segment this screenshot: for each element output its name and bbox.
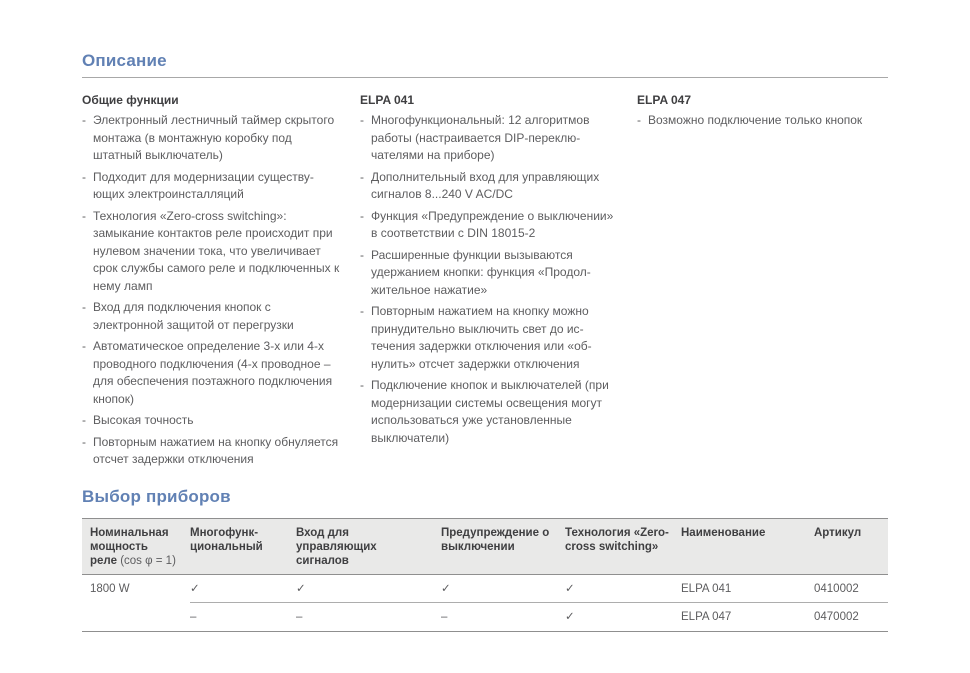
list-item-text: Подходит для модернизации существующих электроинсталляций (93, 169, 314, 201)
bullet-dash: - (360, 378, 364, 392)
list-item-text: Подключение кнопок и выключателей (при модернизации системы освещения могут использоваться уже установленные выключатели) (371, 378, 609, 445)
list-item-text: Многофункциональный: 12 алгоритмов работы (настраивается DIP-переключателями на приборе) (371, 113, 590, 162)
bullet-list (360, 112, 617, 447)
column-header-multifunctional: Многофункциональный (190, 527, 263, 553)
column-header-zero-cross: Технология «Zero-cross switching» (565, 527, 669, 553)
column-elpa-041 (360, 92, 617, 473)
bullet-dash: - (82, 208, 86, 223)
list-item (360, 247, 617, 300)
bullet-dash: - (360, 208, 364, 223)
column-header-name: Наименование (681, 527, 766, 539)
bullet-dash: - (82, 113, 86, 127)
list-item (637, 112, 888, 130)
column-header-control-input: Вход для управляющих сигналов (296, 527, 377, 567)
table-row (82, 575, 888, 603)
cell-zero-cross checkmark-icon: ✓ (565, 583, 575, 595)
column-header-rated-power (82, 526, 190, 568)
cell-product-name: ELPA 041 (681, 583, 732, 595)
list-item (82, 169, 340, 204)
bullet-dash: - (82, 413, 86, 427)
list-item (360, 169, 617, 204)
column-general-functions (82, 92, 340, 473)
column-heading: ELPA 041 (360, 93, 415, 107)
cell-product-name: ELPA 047 (681, 611, 732, 623)
list-item (82, 299, 340, 334)
cell-multifunctional checkmark-icon: ✓ (190, 583, 200, 595)
cell-control-input: – (296, 611, 303, 623)
column-header-title: Номинальная мощность реле (90, 527, 169, 567)
table-row (82, 603, 888, 631)
bullet-dash: - (360, 113, 364, 127)
column-heading: Общие функции (82, 93, 179, 107)
cell-article-number: 0470002 (814, 611, 859, 623)
bullet-dash: - (82, 434, 86, 449)
list-item-text: Вход для подключения кнопок с электронной защитой от перегрузки (93, 300, 294, 332)
selection-section-title: Выбор приборов (82, 487, 231, 506)
bullet-dash: - (360, 304, 364, 318)
cell-rated-power (82, 610, 190, 631)
column-elpa-047 (637, 92, 888, 473)
bullet-dash: - (360, 169, 364, 184)
list-item-text: Электронный лестничный таймер скрытого монтажа (в монтажную коробку под штатный выключатель) (93, 113, 335, 162)
list-item (360, 208, 617, 243)
cell-rated-power: 1800 W (90, 583, 130, 595)
column-header-switchoff-warning: Предупреждение о выключении (441, 527, 550, 553)
description-section-title: Описание (82, 51, 167, 70)
table-header-row (82, 518, 888, 575)
list-item-text: Высокая точность (93, 413, 194, 427)
cell-multifunctional: – (190, 611, 197, 623)
selection-table (82, 518, 888, 632)
list-item-text: Возможно подключение только кнопок (648, 113, 863, 127)
column-heading: ELPA 047 (637, 93, 692, 107)
bullet-dash: - (82, 300, 86, 314)
list-item (82, 338, 340, 408)
list-item (82, 208, 340, 296)
list-item (360, 112, 617, 165)
column-header-subtitle: (cos φ = 1) (120, 555, 176, 567)
bullet-list (637, 112, 888, 130)
title-divider (82, 77, 888, 78)
bullet-dash: - (82, 169, 86, 184)
list-item-text: Автоматическое определение 3-х или 4-х проводного подключения (4-х проводное – для обеспечения поэтажного подключения кнопок) (93, 339, 333, 406)
bullet-dash: - (360, 247, 364, 262)
list-item-text: Функция «Предупреждение о выключении» в соответствии с DIN 18015-2 (371, 208, 614, 240)
bullet-list (82, 112, 340, 469)
bullet-dash: - (82, 339, 86, 353)
cell-switchoff-warning checkmark-icon: ✓ (441, 583, 451, 595)
list-item (82, 112, 340, 165)
list-item (82, 412, 340, 430)
list-item-text: Повторным нажатием на кнопку обнуляется отсчет задержки отключения (93, 434, 339, 466)
cell-zero-cross checkmark-icon: ✓ (565, 611, 575, 623)
cell-switchoff-warning: – (441, 611, 448, 623)
list-item (82, 434, 340, 469)
list-item-text: Повторным нажатием на кнопку можно принудительно выключить свет до истечения задержки отключения или «обнулить» отсчет задержки отключения (371, 304, 592, 371)
list-item (360, 377, 617, 447)
description-columns (82, 92, 888, 473)
list-item-text: Технология «Zero-cross switching»: замыкание контактов реле происходит при нулевом значении тока, что увеличивает срок службы самого реле и подключенных к нему ламп (93, 208, 340, 293)
list-item-text: Дополнительный вход для управляющих сигналов 8...240 V AC/DC (371, 169, 600, 201)
column-header-article: Артикул (814, 527, 862, 539)
list-item-text: Расширенные функции вызываются удержанием кнопки: функция «Продолжительное нажатие» (371, 247, 591, 297)
selection-section (82, 486, 888, 632)
bullet-dash: - (637, 113, 641, 127)
description-section (82, 50, 888, 473)
cell-control-input checkmark-icon: ✓ (296, 583, 306, 595)
list-item (360, 303, 617, 373)
cell-article-number: 0410002 (814, 583, 859, 595)
